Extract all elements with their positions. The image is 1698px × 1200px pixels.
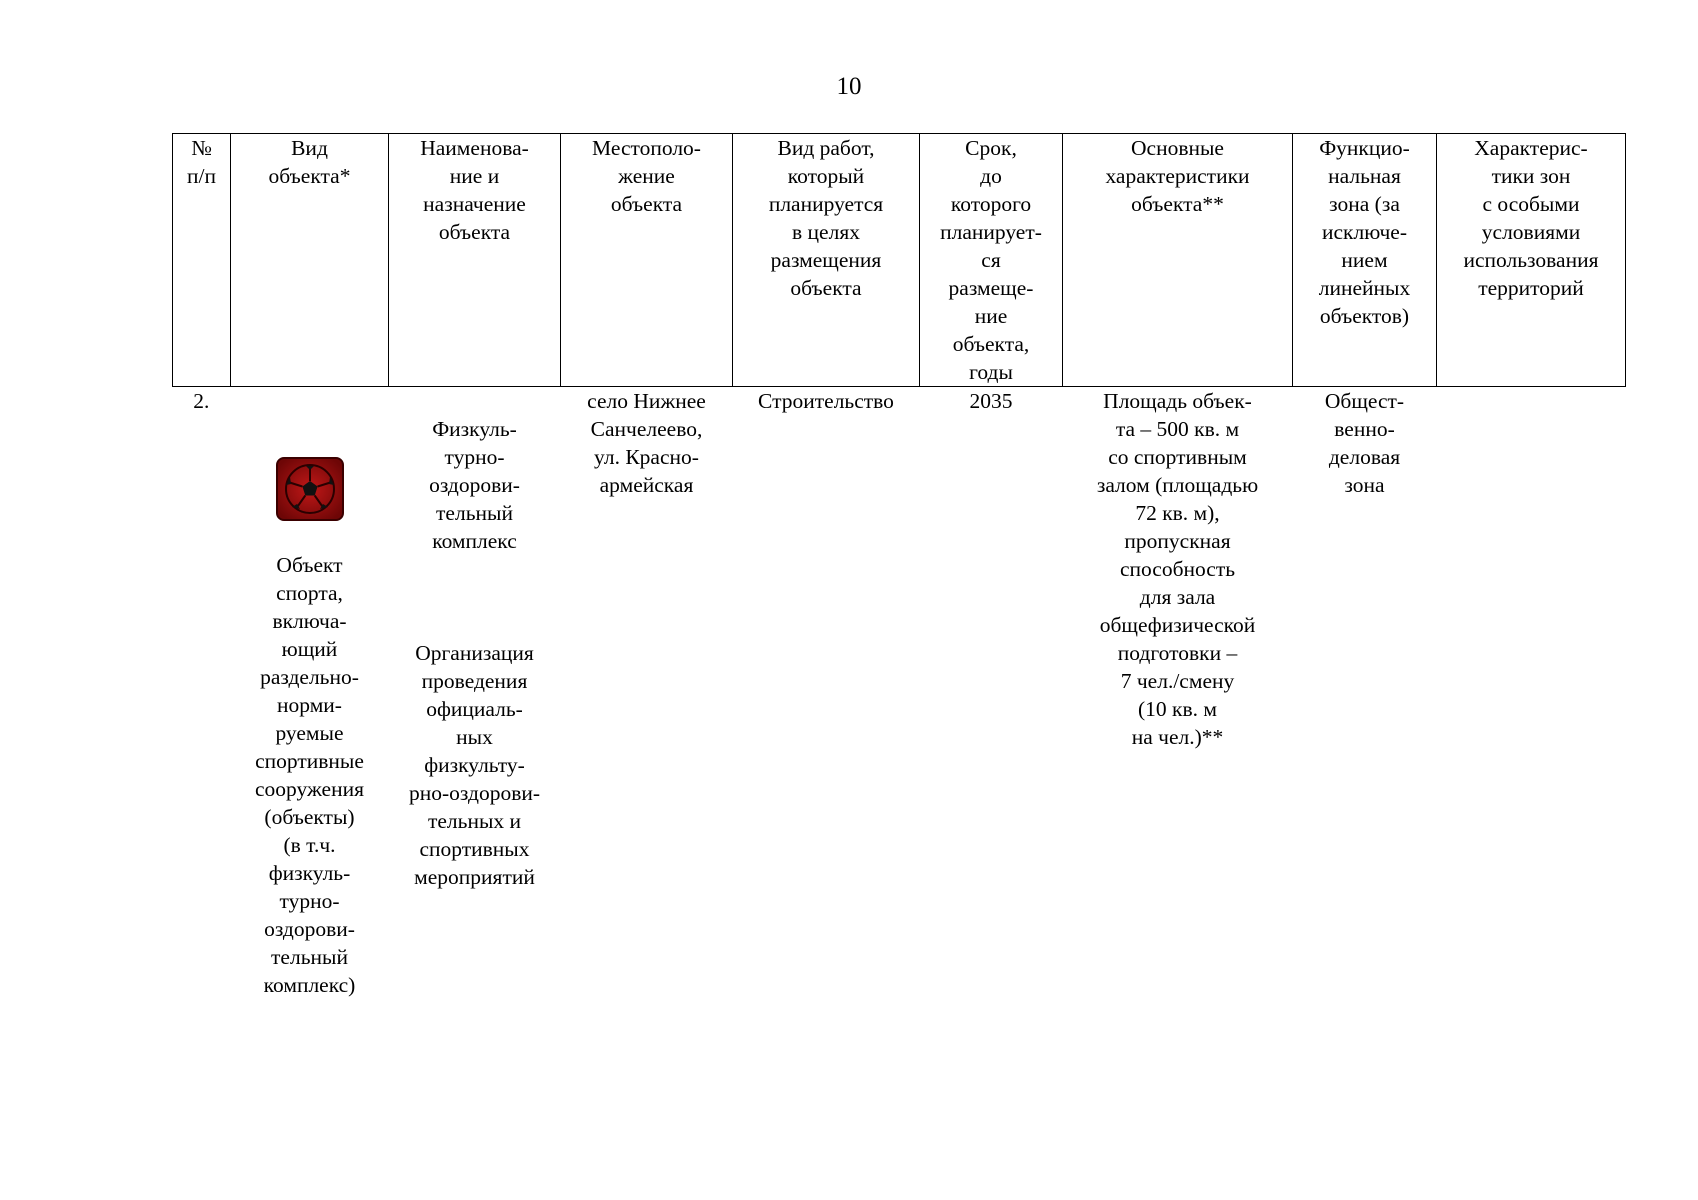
- header-object-name: Наименова- ние и назначение объекта: [389, 134, 561, 387]
- work-type-cell: Строительство: [758, 389, 894, 413]
- object-name: Физкуль- турно- оздорови- тельный комплекс: [429, 417, 520, 553]
- row-number: 2.: [193, 389, 210, 413]
- header-characteristics: Основные характеристики объекта**: [1063, 134, 1293, 387]
- deadline-cell: 2035: [969, 389, 1013, 413]
- object-purpose: Организация проведения официаль- ных физкульту- рно-оздорови- тельных и спортивных мероприятий: [408, 641, 541, 889]
- header-functional-zone: Функцио- нальная зона (за исключе- нием линейных объектов): [1293, 134, 1437, 387]
- header-work-type: Вид работ, который планируется в целях размещения объекта: [733, 134, 920, 387]
- functional-zone-cell: Общест- венно- деловая зона: [1324, 389, 1405, 497]
- header-deadline: Срок, до которого планирует- ся размеще- ние объекта, годы: [920, 134, 1063, 387]
- table-header-row: [173, 134, 1626, 387]
- object-type-text: Объект спорта, включа- ющий раздельно- норми- руемые спортивные сооружения (объекты) (в т.ч. физкуль- турно- оздорови- тельный комплекс): [255, 553, 364, 997]
- location-cell: село Нижнее Санчелеево, ул. Красно- армейская: [587, 389, 706, 497]
- page-number: 10: [836, 73, 862, 100]
- table-row: [173, 387, 1626, 1028]
- sport-facility-icon: [276, 457, 344, 521]
- header-special-zones: Характерис- тики зон с особыми условиями использования территорий: [1437, 134, 1626, 387]
- object-name-cell: [389, 387, 561, 1028]
- special-zones-cell: [1437, 387, 1626, 1028]
- planned-objects-table: [172, 133, 1626, 1027]
- characteristics-cell: Площадь объек- та – 500 кв. м со спортивным залом (площадью 72 кв. м), пропускная способность для зала общефизической подготовки – 7 чел./смену (10 кв. м на чел.)**: [1096, 389, 1259, 749]
- object-type-cell: [231, 387, 389, 1028]
- header-number: № п/п: [173, 134, 231, 387]
- header-location: Местополо- жение объекта: [561, 134, 733, 387]
- header-object-type: Вид объекта*: [231, 134, 389, 387]
